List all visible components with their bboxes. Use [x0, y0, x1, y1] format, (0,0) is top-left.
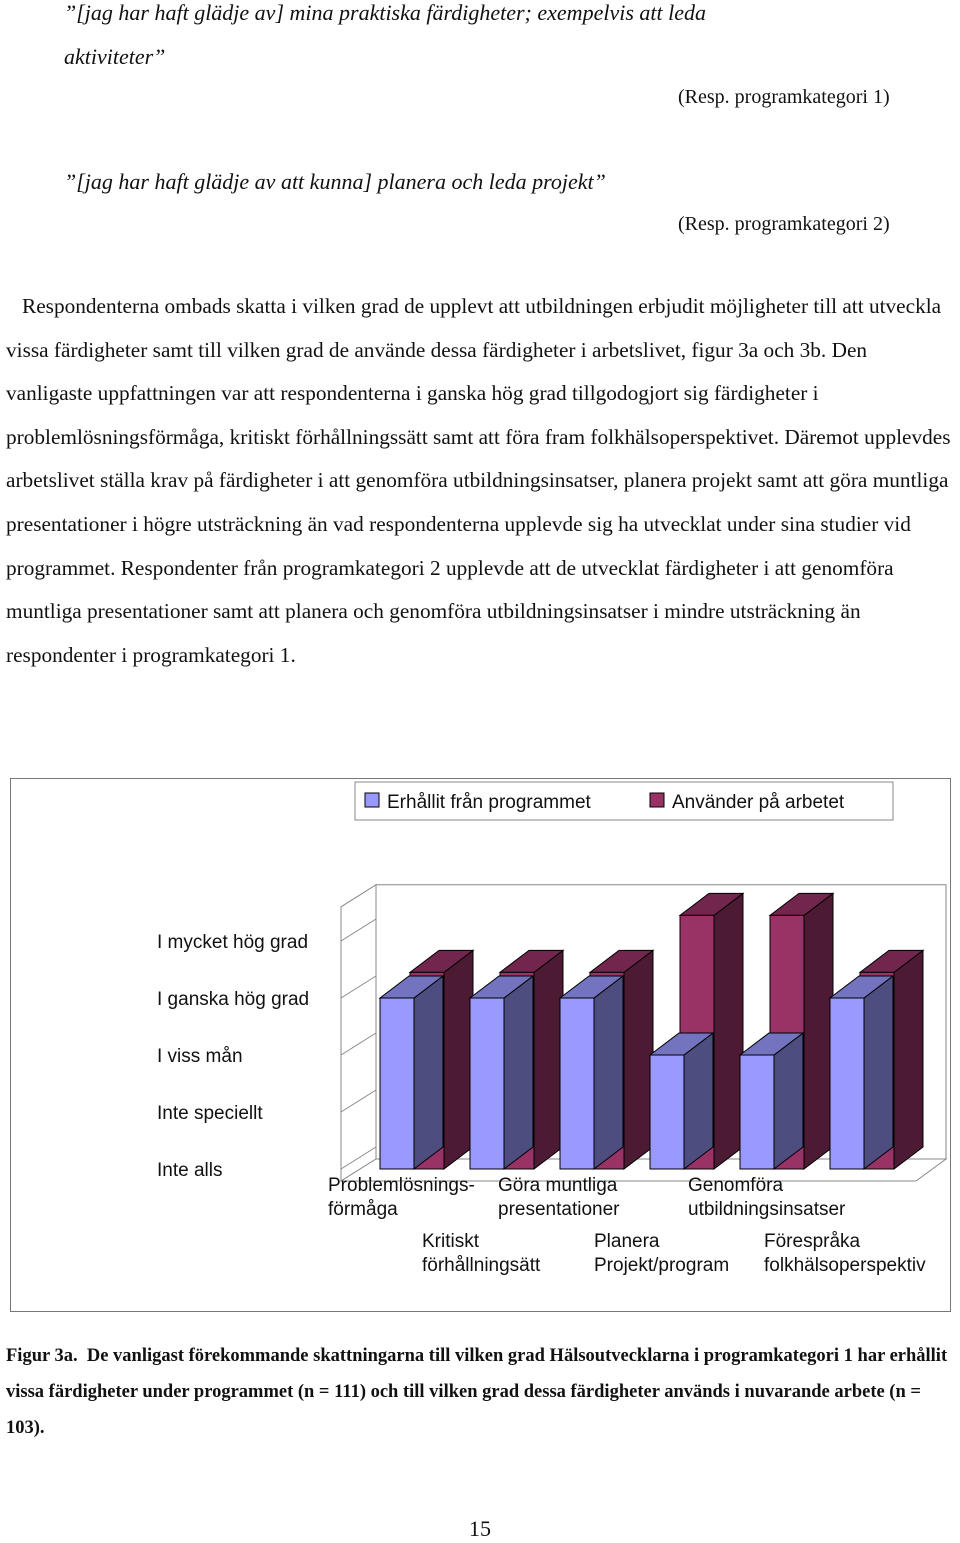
- chart-legend-label: Erhållit från programmet: [387, 792, 591, 813]
- chart-x-tick-label: Kritiskt: [422, 1231, 479, 1252]
- chart-legend-label: Använder på arbetet: [672, 792, 845, 813]
- chart-x-tick-label: Problemlösnings-: [328, 1175, 475, 1196]
- bar-anvander-6-side: [894, 950, 923, 1169]
- chart-x-tick-label: presentationer: [498, 1199, 620, 1220]
- chart-x-tick-label: Göra muntliga: [498, 1175, 618, 1196]
- quote-1-line-2: aktiviteter”: [64, 44, 166, 69]
- bar-erhallit-4: [650, 1055, 684, 1169]
- bar-erhallit-3-side: [594, 976, 623, 1169]
- chart-x-tick-label: förmåga: [328, 1199, 398, 1220]
- bar-erhallit-5: [740, 1055, 774, 1169]
- chart-y-tick-label: I viss mån: [157, 1046, 243, 1067]
- chart-x-tick-label: utbildningsinsatser: [688, 1199, 846, 1220]
- chart-x-tick-label: förhållningsätt: [422, 1255, 541, 1276]
- chart-svg: [11, 779, 952, 1313]
- chart-x-tick-label: Genomföra: [688, 1175, 784, 1196]
- bar-erhallit-2: [470, 998, 504, 1169]
- chart-y-tick-label: I mycket hög grad: [157, 932, 309, 953]
- chart-x-tick-label: Förespråka: [764, 1231, 861, 1252]
- bar-anvander-4-side: [714, 893, 743, 1169]
- chart-legend-swatch: [650, 793, 664, 807]
- figure-caption-text: De vanligast förekommande skattningarna till vilken grad Hälsoutvecklarna i programkategori 1 har erhållit vissa färdigheter under programmet (n = 111) och till vilken grad dessa färdigheter används i nuvarande arbete (n = 103).: [6, 1346, 948, 1438]
- quote-2-source: (Resp. programkategori 2): [678, 213, 890, 235]
- bar-erhallit-3: [560, 998, 594, 1169]
- bar-erhallit-1-side: [414, 976, 443, 1169]
- body-paragraph-text: Respondenterna ombads skatta i vilken grad de upplevt att utbildningen erbjudit möjligheter till att utveckla vissa färdigheter samt till vilken grad de använde dessa färdigheter i arbetslivet, figur 3a och 3b. Den vanligaste uppfattningen var att respondenterna i ganska hög grad tillgodogjort sig färdigheter i problemlösningsförmåga, kritiskt förhållningssätt samt att föra fram folkhälsoperspektivet. Däremot upplevdes arbetslivet ställa krav på färdigheter i att genomföra utbildningsinsatser, planera projekt samt att göra muntliga presentationer i högre utsträckning än vad respondenterna upplevde sig ha utvecklat under sina studier vid programmet. Respondenter från programkategori 2 upplevde att de utvecklat färdigheter i att genomföra muntliga presentationer samt att planera och genomföra utbildningsinsatser i mindre utsträckning än respondenter i programkategori 1.: [6, 294, 951, 667]
- body-paragraph: [6, 285, 958, 677]
- bar-anvander-3-side: [624, 950, 653, 1169]
- quote-1-line-1: ”[jag har haft glädje av] mina praktiska färdigheter; exempelvis att leda: [64, 0, 706, 25]
- chart-legend-swatch: [365, 793, 379, 807]
- bar-anvander-1-side: [444, 950, 473, 1169]
- bar-anvander-5-side: [804, 893, 833, 1169]
- chart-side-wall: [341, 885, 376, 1181]
- bar-erhallit-2-side: [504, 976, 533, 1169]
- bar-anvander-2-side: [534, 950, 563, 1169]
- bar-erhallit-1: [380, 998, 414, 1169]
- figure-caption-label: Figur 3a.: [6, 1346, 78, 1366]
- bar-erhallit-6: [830, 998, 864, 1169]
- bar-erhallit-5-side: [774, 1033, 803, 1169]
- quote-2-line-1: ”[jag har haft glädje av att kunna] planera och leda projekt”: [64, 169, 606, 194]
- chart-y-tick-label: I ganska hög grad: [157, 989, 310, 1010]
- chart-y-tick-label: Inte speciellt: [157, 1103, 263, 1124]
- quote-1-source: (Resp. programkategori 1): [678, 86, 890, 108]
- chart-x-tick-label: folkhälsoperspektiv: [764, 1255, 926, 1276]
- page-number: 15: [469, 1516, 491, 1541]
- chart-x-tick-label: Projekt/program: [594, 1255, 730, 1276]
- bar-erhallit-6-side: [864, 976, 893, 1169]
- chart-x-tick-label: Planera: [594, 1231, 660, 1252]
- figure-caption: [6, 1338, 958, 1446]
- bar-erhallit-4-side: [684, 1033, 713, 1169]
- chart-figure-3a: [10, 778, 951, 1312]
- chart-y-tick-label: Inte alls: [157, 1160, 223, 1181]
